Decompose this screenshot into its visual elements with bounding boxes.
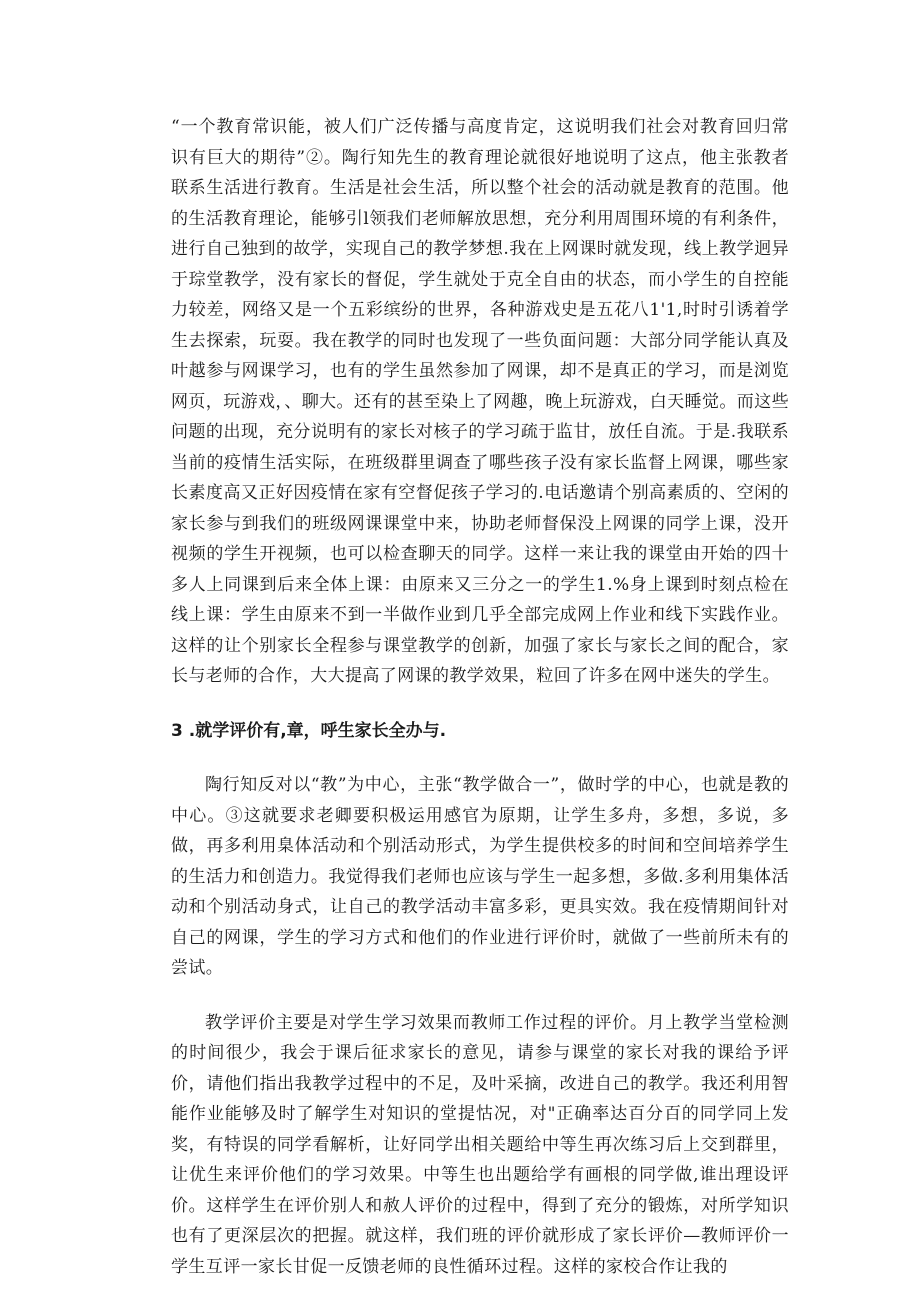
body-paragraph-2: 陶行知反对以“教”为中心，主张“教学做合一”，做时学的中心，也就是教的中心。③这就要求老卿要积极运用感官为原期，让学生多舟，多想，多说，多做，再多利用臬体活动和个别活动形式，为学生提供校多的时间和空间培养学生的生活力和创造力。我觉得我们老师也应该与学生一起多想，多做.多利用集体活动和个别活动身式，让自己的教学活动丰富多彩，更具实效。我在疫情期间针对自己的网课，学生的学习方式和他们的作业进行评价时，就做了一些前所未有的尝试。 [171,775,789,978]
paragraph-spacer [171,984,789,1008]
paragraph-spacer [171,746,789,770]
document-body [171,112,789,1282]
body-paragraph-3: 教学评价主要是对学生学习效果而教师工作过程的评价。月上教学当堂检测的时间很少，我会于课后征求家长的意见，请参与课堂的家长对我的课给予评价，请他们指出我教学过程中的不足，及叶采摘，改进自己的教学。我还利用智能作业能够及时了解学生对知识的堂提怙况，对"正确率达百分百的同学同上发奖，有特误的同学看解析，让好同学出相关题给中等生再次练习后上交到群里，让优生来评价他们的学习效果。中等生也出题给学有画根的同学做,谁出理设评价。这样学生在评价别人和赦人评价的过程中，得到了充分的锻炼，对所学知识也有了更深层次的把握。就这样，我们班的评价就形成了家长评价—教师评价一学生互评一家长甘促一反馈老师的良性循环过程。这样的家校合作让我的 [171,1012,789,1277]
section-heading-3: 3 .就学评价有,章，呼生家长全办与. [171,720,447,741]
body-paragraph-1: “一个教育常识能，被人们广泛传播与高度肯定，这说明我们社会对教育回归常识有巨大的期待”②。陶行知先生的教育理论就很好地说明了这点，他主张教者联系生活进行教育。生活是社会生活，所以整个社会的活动就是教育的范围。他的生活教育理论，能够引l领我们老师解放思想，充分利用周围环境的有利条件，进行自己独到的故学，实现自己的教学梦想.我在上网课时就发现，线上教学迥异于琮堂教学，没有家长的督促，学生就处于克全自由的状态，而小学生的自控能力较差，网络又是一个五彩缤纷的世界，各种游戏史是五花八1'1,时时引诱着学生去探索，玩耍。我在教学的同时也发现了一些负面问题：大部分同学能认真及叶越参与网课学习，也有的学生虽然参加了网课，却不是真正的学习，而是浏览网页，玩游戏，、聊大。还有的甚至染上了网趣，晚上玩游戏，白天睡觉。而这些问题的出现，充分说明有的家长对核子的学习疏于监甘，放任自流。于是.我联系当前的疫情生活实际，在班级群里调查了哪些孩子没有家长监督上网课，哪些家长素度高又正好因疫情在家有空督促孩子学习的.电话邀请个别高素质的、空闲的家长参与到我们的班级网课课堂中来，协助老师督保没上网课的同学上课，没开视频的学生开视频，也可以检查聊天的同学。这样一来让我的课堂由开始的四十多人上同课到后来全体上课：由原来又三分之一的学生1.%身上课到时刻点检在线上课：学生由原来不到一半做作业到几乎全部完成网上作业和线下实践作业。这样的让个别家长全程参与课堂教学的创新，加强了家长与家长之间的配合，家长与老师的合作，大大提高了网课的教学效果，粒回了许多在网中迷失的学生。 [171,117,789,686]
paragraph-spacer [171,692,789,716]
